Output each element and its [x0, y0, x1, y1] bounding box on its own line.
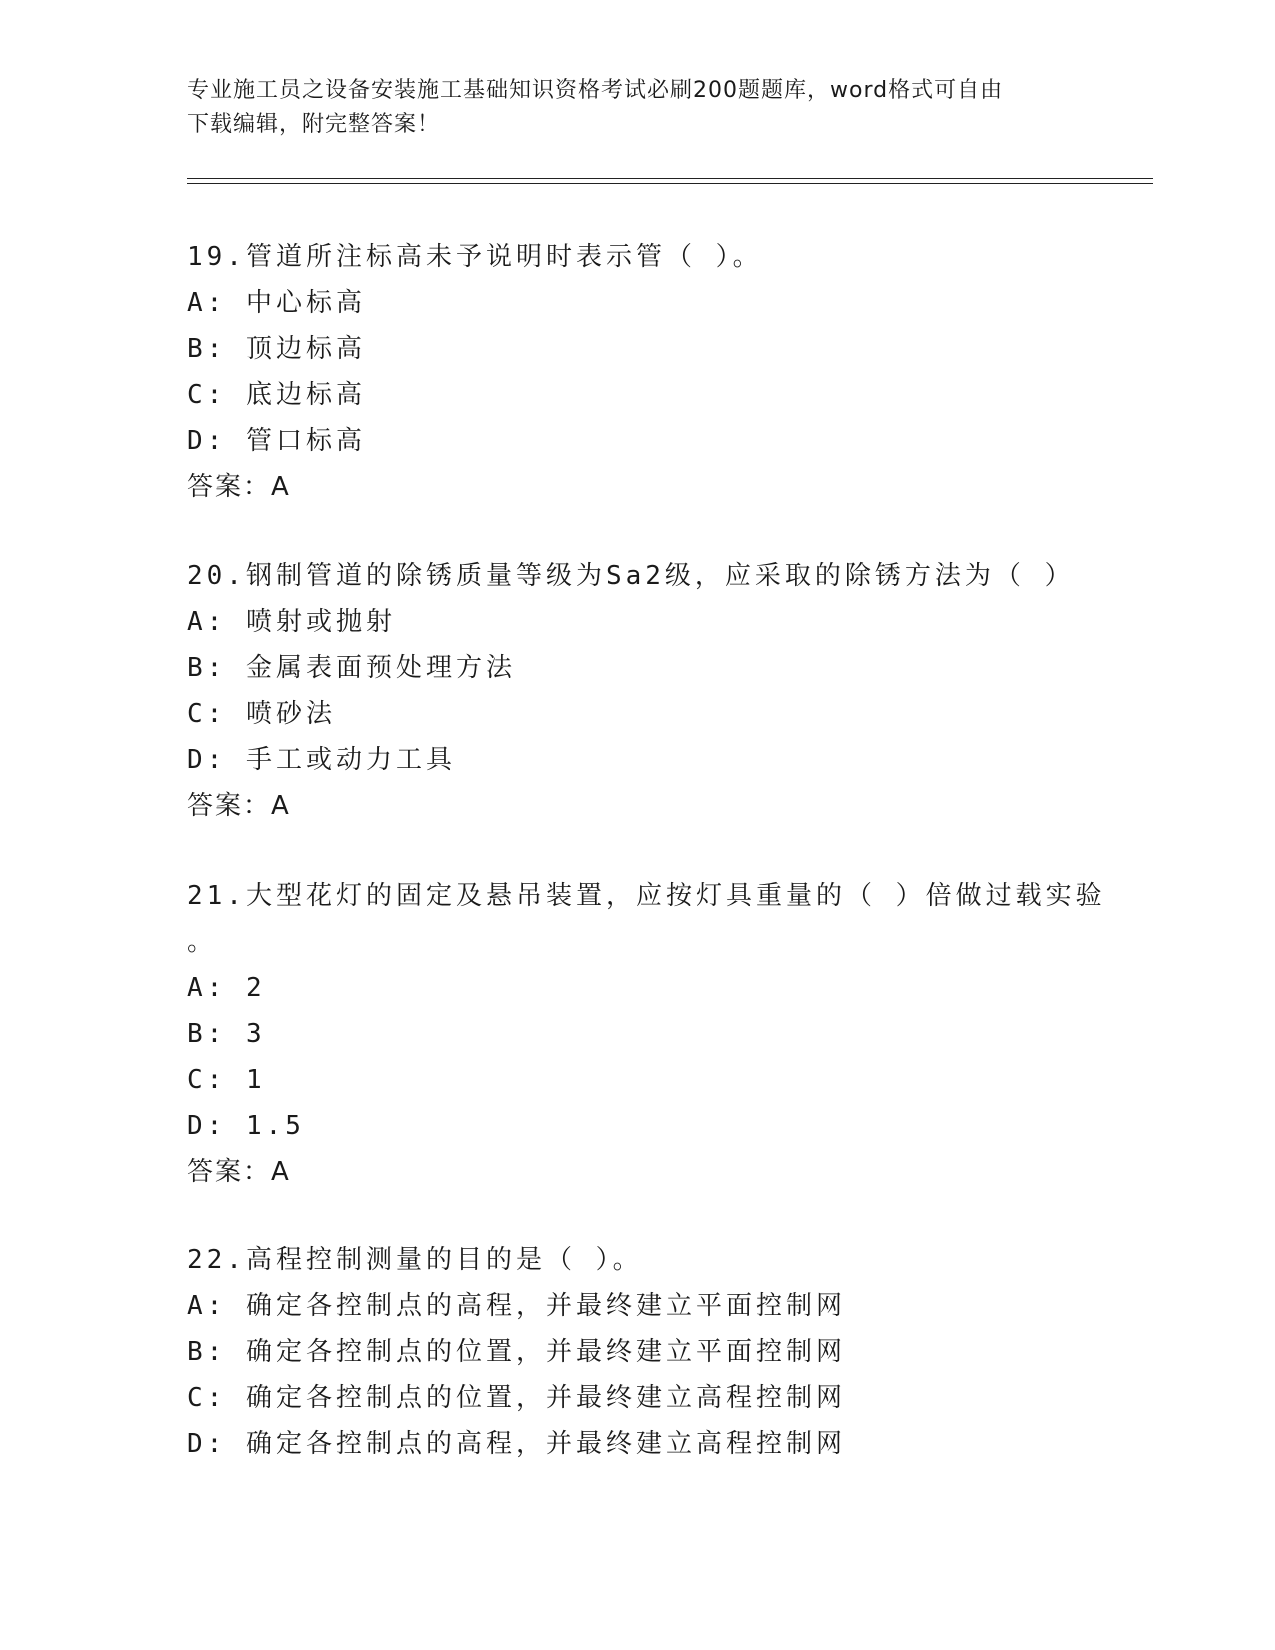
- question-20: [187, 553, 1087, 829]
- header-divider-bottom: [187, 183, 1153, 184]
- option-c: C: 喷砂法: [187, 699, 336, 729]
- option-c: C: 确定各控制点的位置，并最终建立高程控制网: [187, 1383, 846, 1413]
- option-c: C: 底边标高: [187, 380, 366, 410]
- option-a: A: 确定各控制点的高程，并最终建立平面控制网: [187, 1291, 846, 1321]
- question-stem: 20.钢制管道的除锈质量等级为Sa2级，应采取的除锈方法为（ ）: [187, 561, 1075, 591]
- answer-line: 答案：A: [187, 1157, 291, 1187]
- header-divider-top: [187, 178, 1153, 179]
- question-21: [187, 873, 1106, 1195]
- option-b: B: 3: [187, 1019, 266, 1049]
- option-b: B: 确定各控制点的位置，并最终建立平面控制网: [187, 1337, 846, 1367]
- question-stem: 19.管道所注标高未予说明时表示管（ ）。: [187, 242, 763, 272]
- header-line-1: 专业施工员之设备安装施工基础知识资格考试必刷200题题库，word格式可自由: [187, 78, 1004, 103]
- question-stem: 22.高程控制测量的目的是（ ）。: [187, 1245, 643, 1275]
- document-header: [187, 74, 1067, 142]
- option-d: D: 管口标高: [187, 426, 366, 456]
- header-line-2: 下载编辑，附完整答案！: [187, 112, 441, 137]
- question-22: [187, 1237, 1087, 1467]
- option-d: D: 手工或动力工具: [187, 745, 456, 775]
- option-d: D: 确定各控制点的高程，并最终建立高程控制网: [187, 1429, 846, 1459]
- option-a: A: 中心标高: [187, 288, 366, 318]
- question-stem: 21.大型花灯的固定及悬吊装置，应按灯具重量的（ ）倍做过载实验: [187, 881, 1106, 911]
- question-stem-continuation: 。: [187, 927, 218, 957]
- option-a: A: 2: [187, 973, 266, 1003]
- answer-line: 答案：A: [187, 791, 291, 821]
- option-c: C: 1: [187, 1065, 266, 1095]
- question-19: [187, 234, 1087, 510]
- option-d: D: 1.5: [187, 1111, 305, 1141]
- option-b: B: 顶边标高: [187, 334, 366, 364]
- option-b: B: 金属表面预处理方法: [187, 653, 516, 683]
- answer-line: 答案：A: [187, 472, 291, 502]
- option-a: A: 喷射或抛射: [187, 607, 396, 637]
